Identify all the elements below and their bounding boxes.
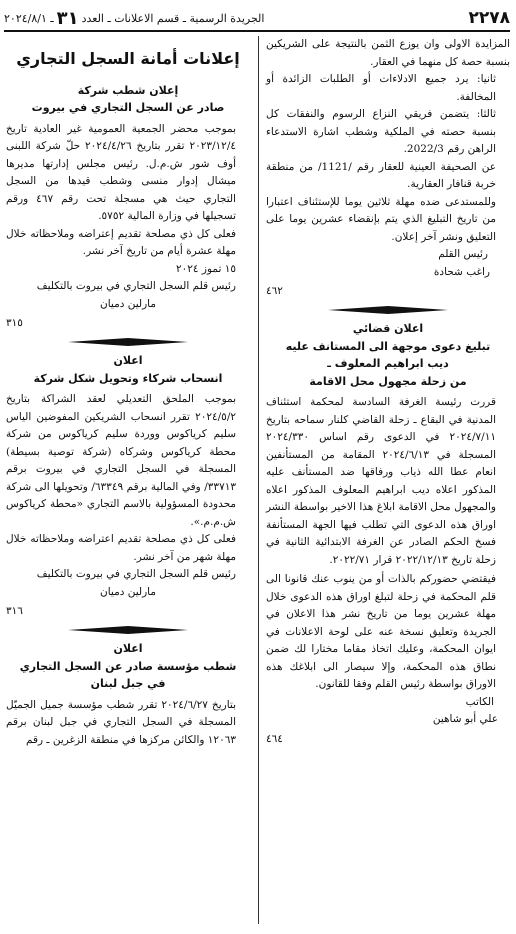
gazette-title: الجريدة الرسمية ـ قسم الاعلانات ـ العدد bbox=[81, 11, 265, 25]
ornament-divider bbox=[6, 338, 250, 346]
paragraph: فعلى كل ذي مصلحة تقديم اعتراضه وملاحظاته خلال مهلة شهر من آخر نشر. bbox=[6, 533, 236, 563]
notice-date: ١٥ تموز ٢٠٢٤ bbox=[175, 262, 236, 275]
left-column bbox=[6, 36, 250, 749]
notice-heading: اعلان bbox=[113, 354, 143, 367]
signature-title: رئيس القلم bbox=[438, 248, 488, 260]
issue-number: ٣١ bbox=[56, 7, 79, 29]
paragraph: بموجب محضر الجمعية العمومية غير العادية تاريخ ٢٠٢٣/١٢/٤ تقرر بتاريخ ٢٠٢٤/٤/٢٦ حلّ شركة اللبنى أوف شور ش.م.ل. رئيس مجلس إدارتها مديرها ميشال إدوار منسى وشطب قيدها من السجل التجاري حيث هي مسجلة تحت رقم ٤٦٧ ورقم تسجيلها في وزارة المالية ٥٧٥٢. bbox=[6, 122, 236, 222]
notice-title: تبليغ دعوى موجهة الى المستانف عليه bbox=[285, 339, 491, 353]
paragraph: ثالثا: يتضمن فريقي النزاع الرسوم والنفقات كل بنسبة حصته في الملكية وشطب اشارة الاستدعاء الراهن رقم 2022/3. bbox=[266, 108, 496, 155]
signature-name: مارلين دميان bbox=[100, 585, 156, 598]
signature-name: علي أبو شاهين bbox=[432, 713, 498, 725]
signature-name: مارلين دميان bbox=[100, 297, 156, 310]
ornament-divider bbox=[266, 306, 510, 314]
reference-number: ٣١٥ bbox=[6, 317, 23, 329]
divider-ornament-icon bbox=[328, 306, 448, 314]
header-title-group bbox=[4, 8, 264, 29]
notice-title: شطب مؤسسة صادر عن السجل التجاري bbox=[19, 659, 237, 673]
signature-title: رئيس قلم السجل التجاري في بيروت بالتكليف bbox=[36, 568, 236, 580]
notice-heading: اعلان قضائي bbox=[352, 322, 424, 335]
signature-title: الكاتب bbox=[465, 695, 494, 708]
paragraph: ثانيا: يرد جميع الادلاءات أو الطلبات الزائدة أو المخالفة. bbox=[266, 73, 496, 103]
notice-title: انسحاب شركاء وتحويل شكل شركة bbox=[33, 371, 223, 385]
page-number: ٢٢٧٨ bbox=[468, 8, 510, 28]
signature-name: راغب شحادة bbox=[433, 265, 490, 278]
notice-title: من زحلة مجهول محل الاقامة bbox=[309, 374, 467, 388]
column-divider-line bbox=[258, 36, 259, 924]
divider-ornament-icon bbox=[68, 338, 188, 346]
notice-title: في جبل لبنان bbox=[90, 677, 166, 690]
section-title: إعلانات أمانة السجل التجاري bbox=[16, 49, 240, 68]
right-column bbox=[266, 36, 510, 750]
divider-ornament-icon bbox=[68, 626, 188, 634]
paragraph: وللمستدعى ضده مهلة ثلاثين يوما للإستئناف اعتبارا من تاريخ التبليغ الذي يتم بإنقضاء عشرين يوما على التعليق ونشر آخر إعلان. bbox=[266, 195, 496, 243]
signature-title: رئيس قلم السجل التجاري في بيروت بالتكليف bbox=[36, 280, 236, 292]
notice-heading: إعلان شطب شركة bbox=[77, 83, 179, 97]
notice-heading: اعلان bbox=[113, 642, 143, 655]
paragraph: فعلى كل ذي مصلحة تقديم إعتراضه وملاحظاته خلال مهلة عشرة أيام من تاريخ آخر نشر. bbox=[6, 227, 236, 257]
paragraph: بموجب الملحق التعديلي لعقد الشراكة بتاريخ ٢٠٢٤/٥/٢ تقرر انسحاب الشريكين المفوضين الياس سليم كرياكوس ووردة سليم كرياكوس من شركة محطة كرياكوس وشركاه (شركة توصية بسيطة) المسجلة في السجل التجاري في بيروت برقم ٣٣٧١٣/ وفي المالية برقم ٦٣٣٤٩/ وتحويلها الى شركة محدودة المسؤولية بالاسم التجاري «محطة كرياكوس ش.م.م.». bbox=[6, 393, 236, 528]
paragraph: فيقتضي حضوركم بالذات أو من ينوب عنك قانونا الى قلم المحكمة في زحلة لتبلغ اوراق هذه الدعوى خلال مهلة عشرين يوما من تاريخ نشر هذا الاعلان في الجريدة وتعليق نسخة عنه على لوحة الاعلانات في ايوان المحكمة، وعليك اتخاذ مقاما مختارا لك ضمن نطاق هذه المحكمة، وإلا سيصار الى ابلاغك هذه الاوراق بواسطة رئيس القلم وفقا للقانون. bbox=[266, 573, 496, 690]
issue-date: ـ ٢٠٢٤/٨/١ bbox=[4, 11, 54, 25]
reference-number: ٤٦٢ bbox=[266, 285, 283, 297]
ornament-divider bbox=[6, 626, 250, 634]
paragraph: عن الصحيفة العينية للعقار رقم /1121/ من منطقة خربة قنافار العقارية. bbox=[266, 160, 496, 190]
reference-number: ٣١٦ bbox=[6, 605, 23, 617]
notice-title: ديب ابراهيم المعلوف ـ bbox=[327, 357, 449, 370]
paragraph: بتاريخ ٢٠٢٤/٦/٢٧ تقرر شطب مؤسسة جميل الجميّل المسجلة في السجل التجاري في جبل لبنان برقم ١٢٠٦٣ والكائن مركزها في منطقة الزغرين ـ رقم bbox=[6, 698, 236, 746]
notice-title: صادر عن السجل التجاري في بيروت bbox=[31, 101, 225, 114]
paragraph: المزايدة الاولى وان يوزع الثمن بالنتيجة على الشريكين بنسبة حصة كل منهما في العقار. bbox=[266, 38, 510, 68]
paragraph: قررت رئيسة الغرفة السادسة لمحكمة استئناف المدنية في البقاع ـ زحلة القاضي كلنار سماحه بتاريخ ٢٠٢٤/٧/١١ في الدعوى رقم اساس ٢٠٢٤/٣٣٠ المسجلة في ٢٠٢٤/٦/١٣ المقامة من المستأنفين انعام عطا الله ذياب ورفاقها ضد المستأنف عليه المذكور اعلاه ديب ابراهيم المعلوف المذكور اعلاه والمجهول محل الاقامة ابلاغ هذا الاخير بواسطة النشر اوراق هذه الدعوى التي تطلب فيها الجهة المستأنفة فسخ الحكم الصادر عن الغرفة الابتدائية الثانية في زحلة تاريخ ٢٠٢٢/١٢/١٣ قرار ٢٠٢٢/٧١. bbox=[266, 396, 496, 566]
reference-number: ٤٦٤ bbox=[266, 732, 283, 745]
page-header bbox=[4, 6, 510, 32]
